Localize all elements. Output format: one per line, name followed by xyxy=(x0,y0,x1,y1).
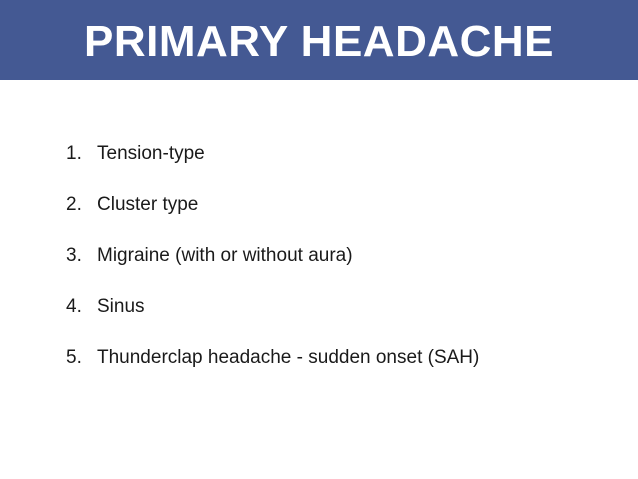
list-item-text: Migraine (with or without aura) xyxy=(97,245,353,266)
list-item-text: Thunderclap headache - sudden onset (SAH) xyxy=(97,347,480,368)
list-item-text: Tension-type xyxy=(97,143,205,164)
slide-title: PRIMARY HEADACHE xyxy=(83,17,555,66)
numbered-list xyxy=(66,143,626,398)
list-item xyxy=(66,347,626,398)
list-item-number: 5. xyxy=(66,347,82,368)
list-item-text: Sinus xyxy=(97,296,145,317)
title-bar xyxy=(0,0,638,80)
list-item-text: Cluster type xyxy=(97,194,199,215)
list-item xyxy=(66,143,626,194)
list-item xyxy=(66,194,626,245)
list-item-number: 1. xyxy=(66,143,82,164)
list-item-number: 2. xyxy=(66,194,82,215)
list-item xyxy=(66,245,626,296)
list-item xyxy=(66,296,626,347)
list-item-number: 3. xyxy=(66,245,82,266)
list-item-number: 4. xyxy=(66,296,82,317)
